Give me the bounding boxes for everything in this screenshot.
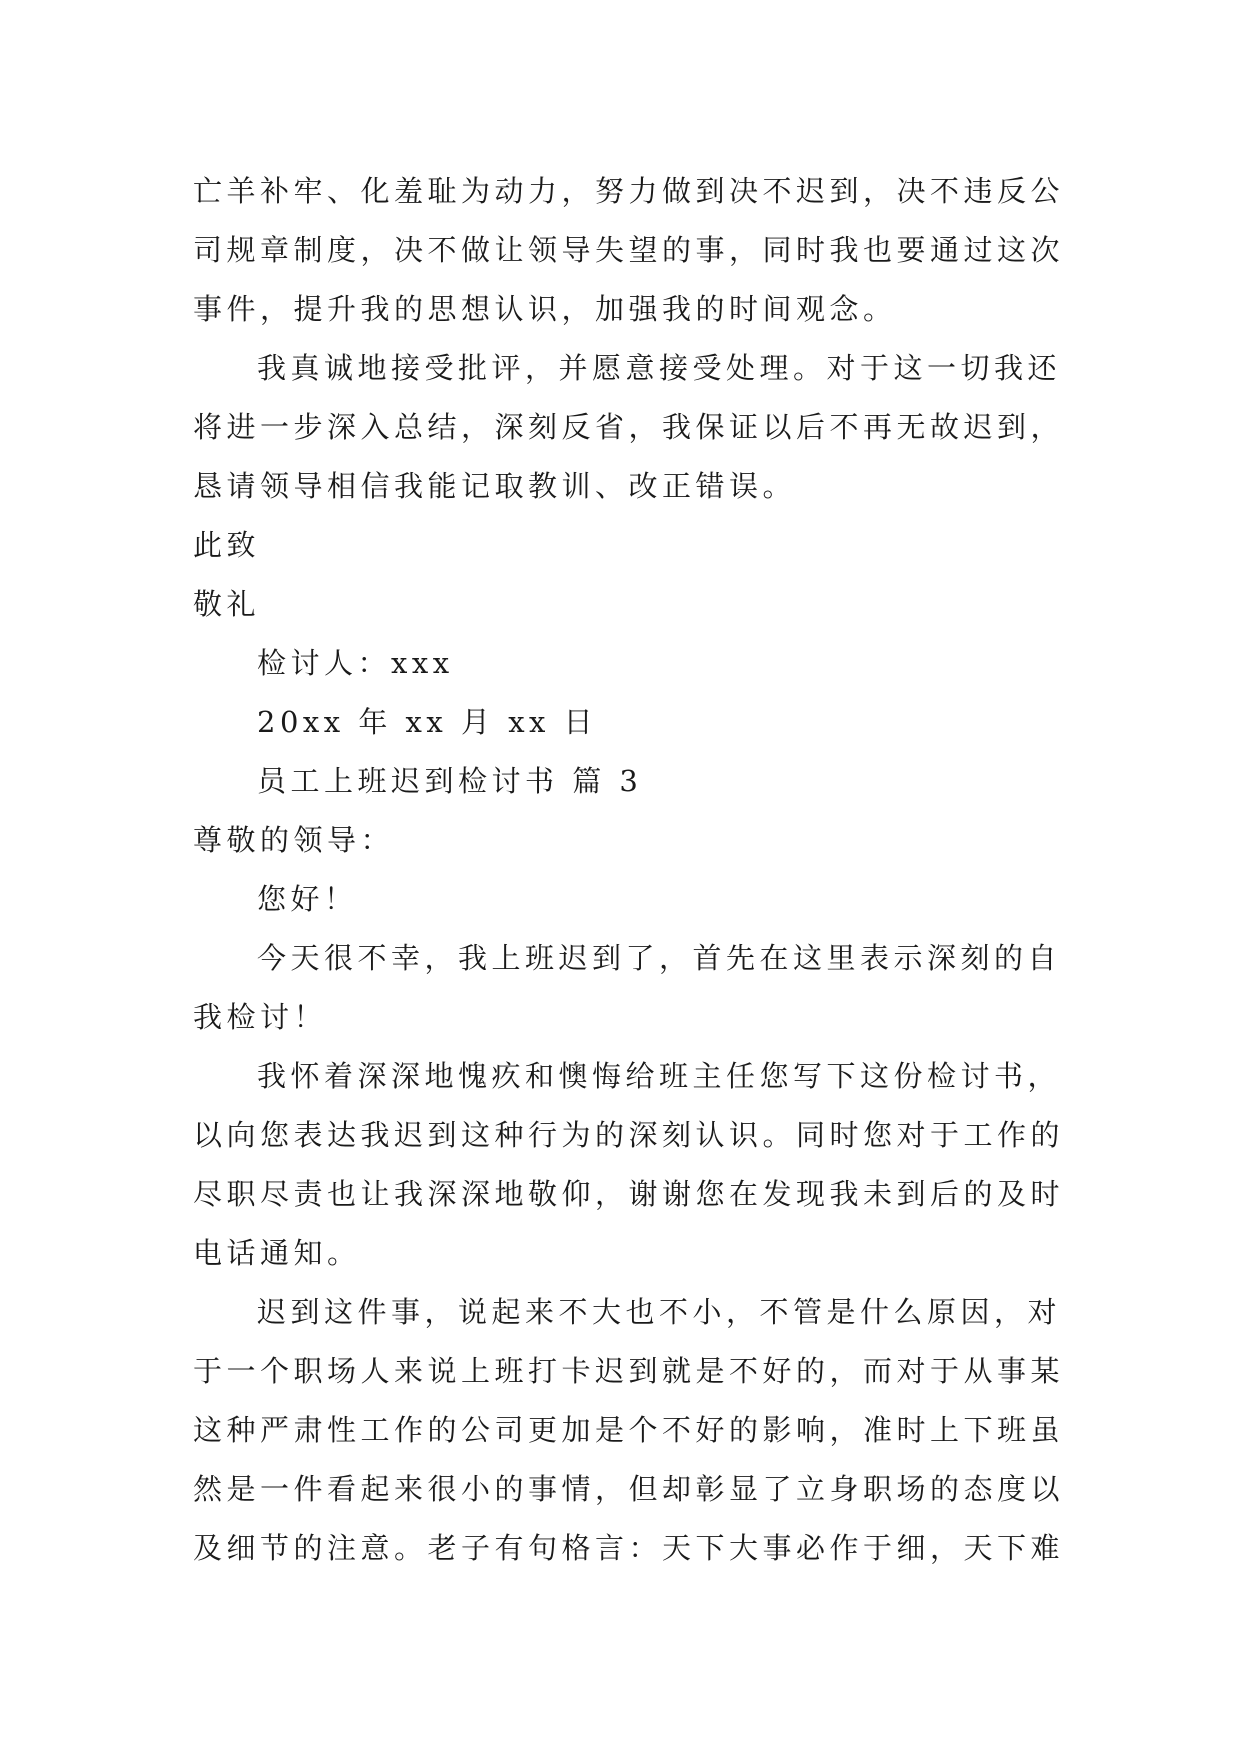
- text-line: 以向您表达我迟到这种行为的深刻认识。同时您对于工作的: [193, 1118, 1065, 1152]
- text-line: 亡羊补牢、化羞耻为动力，努力做到决不迟到，决不违反公: [193, 174, 1065, 208]
- text-line: 于一个职场人来说上班打卡迟到就是不好的，而对于从事某: [193, 1354, 1065, 1388]
- text-line: 尽职尽责也让我深深地敬仰，谢谢您在发现我未到后的及时: [193, 1177, 1065, 1211]
- closing-regards: 敬礼: [193, 587, 261, 621]
- greeting-hello: 您好！: [257, 882, 358, 916]
- text-line: 司规章制度，决不做让领导失望的事，同时我也要通过这次: [193, 233, 1065, 267]
- text-line: 今天很不幸，我上班迟到了，首先在这里表示深刻的自: [257, 941, 1062, 975]
- text-line: 事件，提升我的思想认识，加强我的时间观念。: [193, 292, 897, 326]
- text-line: 恳请领导相信我能记取教训、改正错误。: [193, 469, 797, 503]
- text-line: 将进一步深入总结，深刻反省，我保证以后不再无故迟到，: [193, 410, 1065, 444]
- text-line: 这种严肃性工作的公司更加是个不好的影响，准时上下班虽: [193, 1413, 1065, 1447]
- closing-salutation: 此致: [193, 528, 261, 562]
- text-line: 迟到这件事，说起来不大也不小，不管是什么原因，对: [257, 1295, 1062, 1329]
- text-line: 我怀着深深地愧疚和懊悔给班主任您写下这份检讨书，: [257, 1059, 1062, 1093]
- text-line: 电话通知。: [193, 1236, 361, 1270]
- signature-date: 20xx 年 xx 月 xx 日: [257, 705, 598, 739]
- text-line: 我真诚地接受批评，并愿意接受处理。对于这一切我还: [257, 351, 1062, 385]
- greeting-recipient: 尊敬的领导：: [193, 823, 395, 857]
- text-line: 然是一件看起来很小的事情，但却彰显了立身职场的态度以: [193, 1472, 1065, 1506]
- text-line: 我检讨！: [193, 1000, 328, 1034]
- signature-name: 检讨人：xxx: [257, 646, 454, 680]
- document-body: [193, 162, 1065, 1578]
- section-title: 员工上班迟到检讨书 篇 3: [257, 764, 643, 798]
- text-line: 及细节的注意。老子有句格言：天下大事必作于细，天下难: [193, 1531, 1065, 1565]
